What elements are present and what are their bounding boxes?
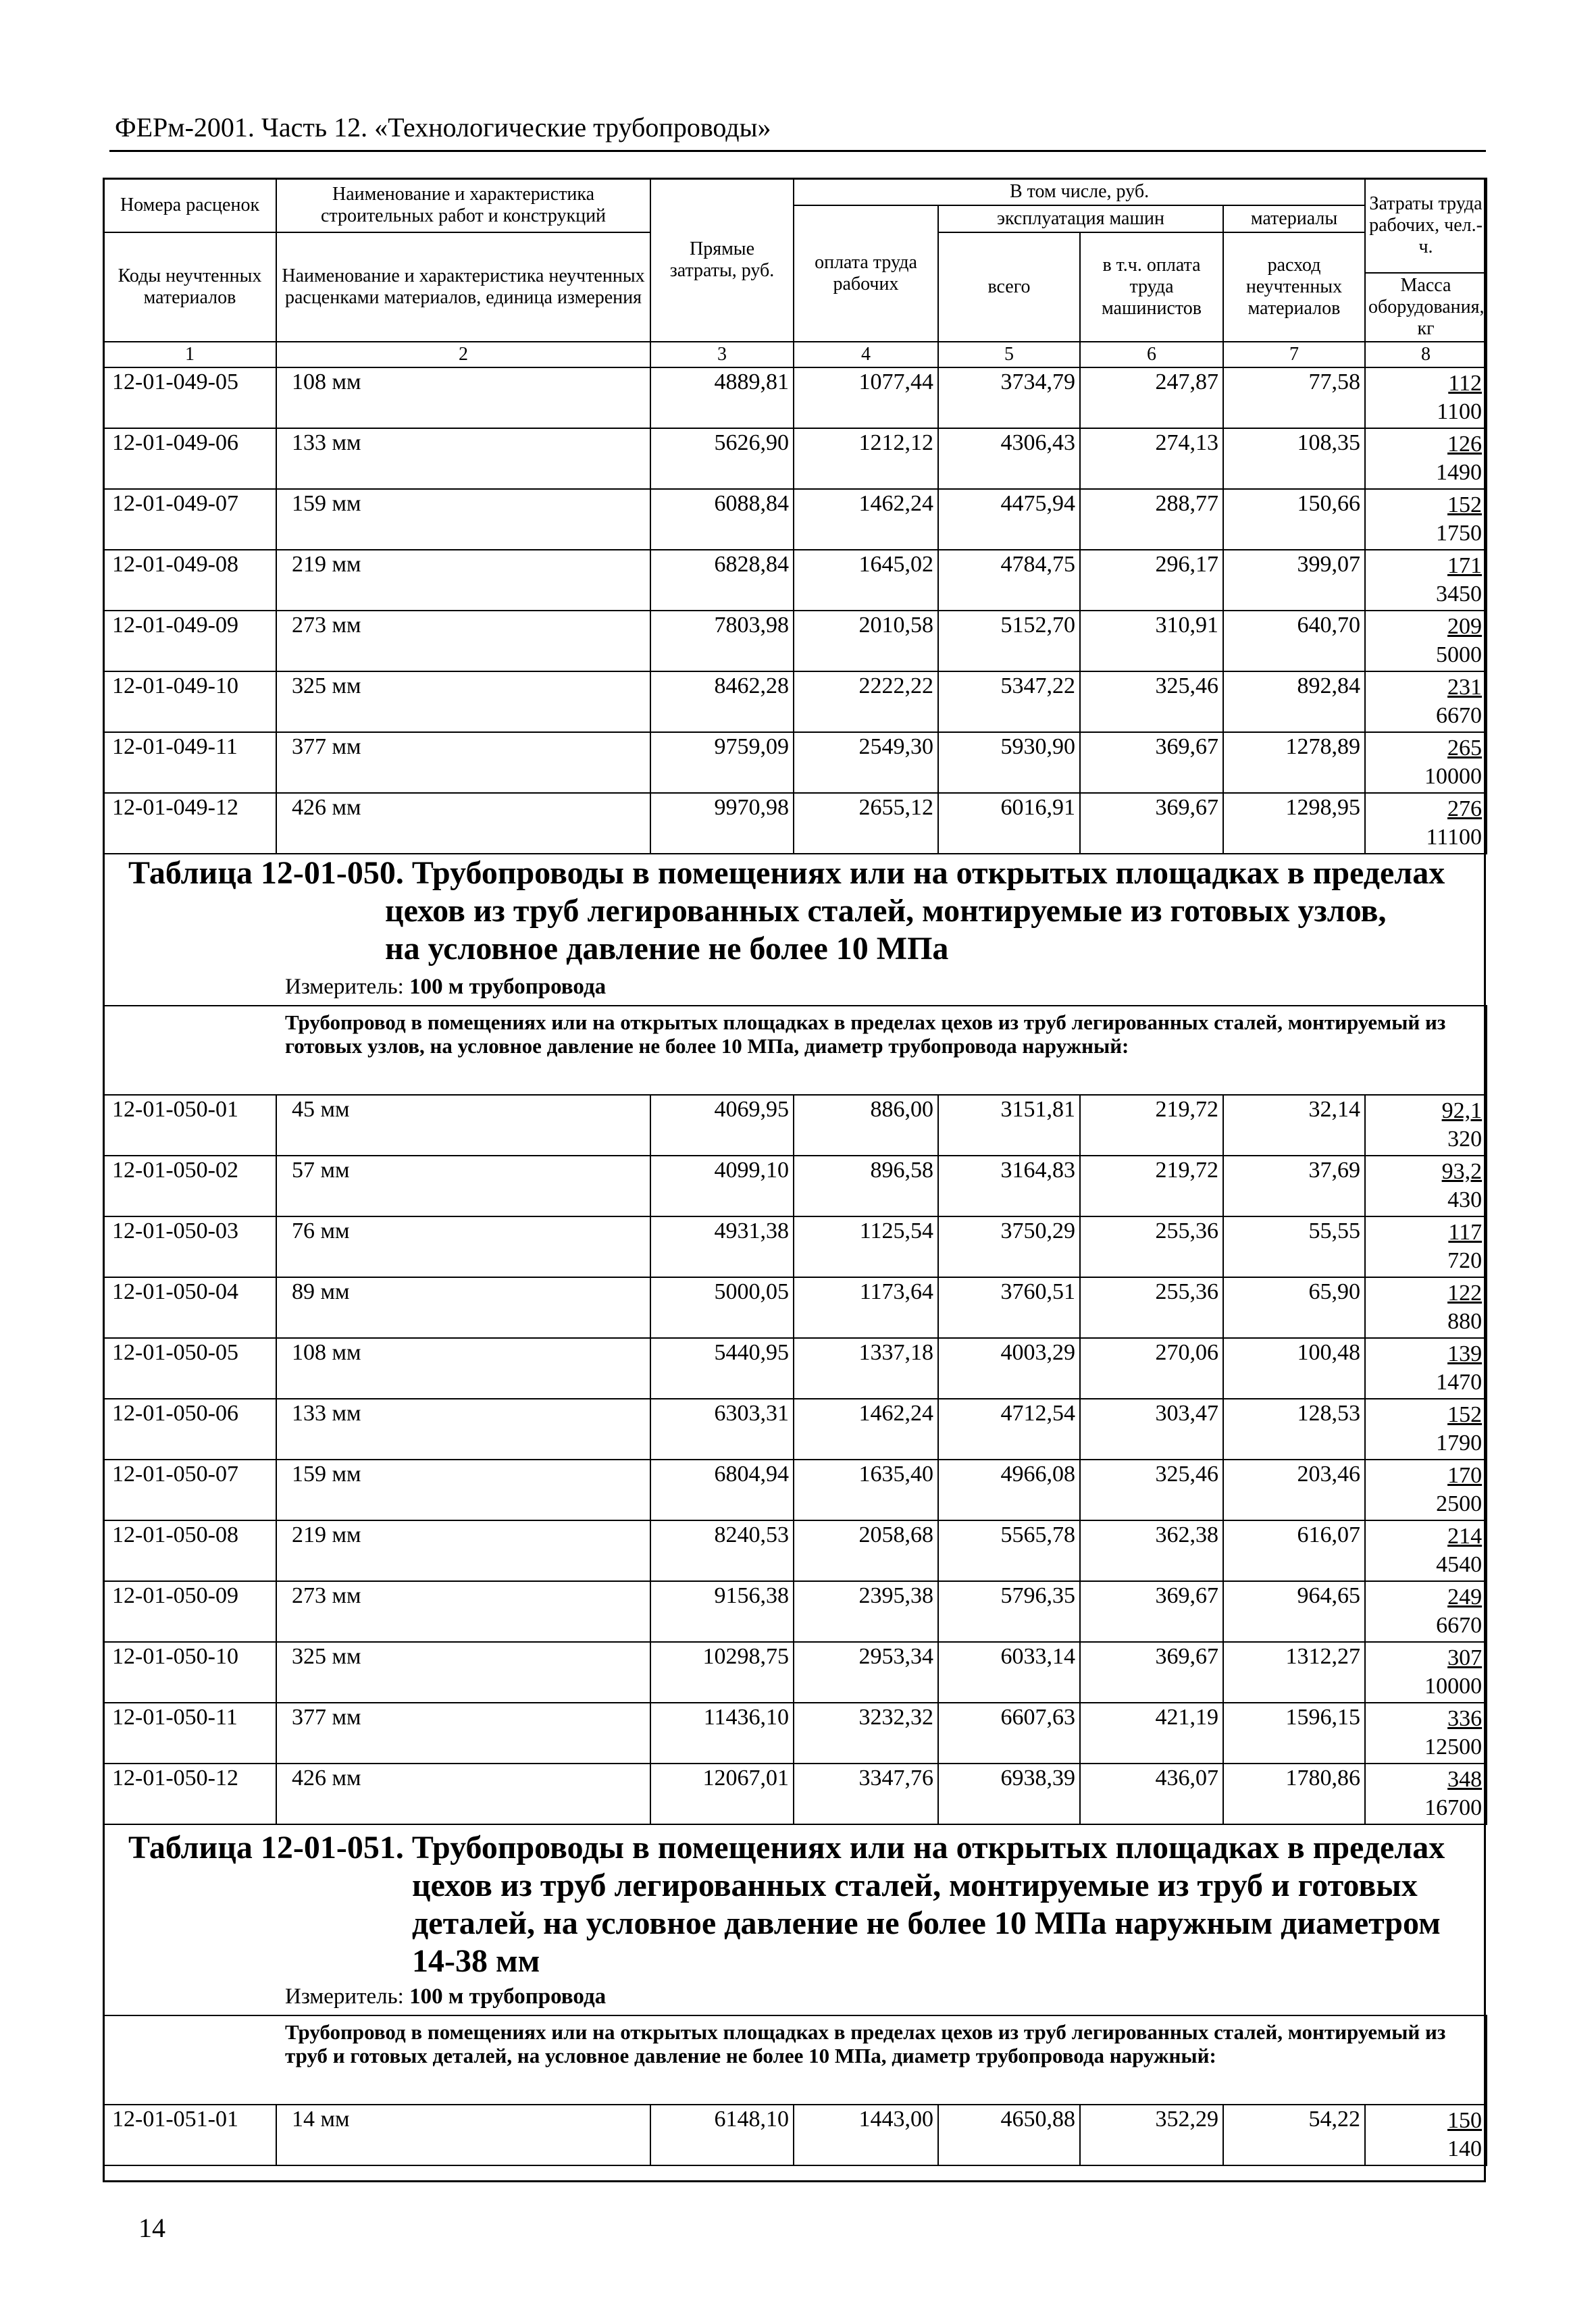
direct-costs: 6148,10 <box>650 2105 794 2165</box>
col-header-materials: материалы <box>1223 205 1365 232</box>
col-number: 4 <box>794 342 938 367</box>
work-name: 219 мм <box>276 1520 650 1581</box>
labor-and-mass <box>1365 1703 1487 1764</box>
labor-and-mass <box>1365 611 1487 671</box>
machines-total: 5152,70 <box>938 611 1080 671</box>
operator-wage: 255,36 <box>1080 1216 1223 1277</box>
equipment-mass: 320 <box>1447 1127 1483 1152</box>
table-row <box>103 550 1487 611</box>
table-051-title-line: деталей, на условное давление не более 10 МПа наружным диаметром <box>412 1905 1441 1941</box>
rates-table-050 <box>103 1005 1487 1825</box>
measure-value: 100 м трубопровода <box>409 1984 607 2009</box>
worker-wage: 2058,68 <box>794 1520 938 1581</box>
rate-code: 12-01-049-09 <box>103 611 276 671</box>
equipment-mass: 10000 <box>1424 1674 1483 1699</box>
work-name: 426 мм <box>276 793 650 854</box>
direct-costs: 5000,05 <box>650 1277 794 1338</box>
direct-costs: 6804,94 <box>650 1460 794 1520</box>
labor-and-mass <box>1365 1216 1487 1277</box>
labor-and-mass <box>1365 1764 1487 1824</box>
col-header-machines: эксплуатация машин <box>938 205 1223 232</box>
equipment-mass: 1750 <box>1436 521 1483 546</box>
labor-and-mass <box>1365 428 1487 489</box>
machines-total: 6938,39 <box>938 1764 1080 1824</box>
materials: 54,22 <box>1223 2105 1365 2165</box>
worker-wage: 1337,18 <box>794 1338 938 1399</box>
rate-code: 12-01-050-10 <box>103 1642 276 1703</box>
labor-cost: 171 <box>1447 553 1483 578</box>
table-051-title <box>128 1829 1445 1980</box>
operator-wage: 362,38 <box>1080 1520 1223 1581</box>
equipment-mass: 16700 <box>1424 1795 1483 1820</box>
equipment-mass: 4540 <box>1436 1552 1483 1577</box>
labor-and-mass <box>1365 550 1487 611</box>
worker-wage: 1443,00 <box>794 2105 938 2165</box>
work-name: 89 мм <box>276 1277 650 1338</box>
labor-cost: 117 <box>1448 1220 1483 1245</box>
rate-code: 12-01-050-11 <box>103 1703 276 1764</box>
table-row <box>103 1520 1487 1581</box>
direct-costs: 5440,95 <box>650 1338 794 1399</box>
measure-value: 100 м трубопровода <box>409 975 607 999</box>
direct-costs: 6088,84 <box>650 489 794 550</box>
operator-wage: 296,17 <box>1080 550 1223 611</box>
table-051-measure <box>285 1984 606 2009</box>
equipment-mass: 720 <box>1447 1248 1483 1273</box>
table-row <box>103 1460 1487 1520</box>
work-name: 377 мм <box>276 1703 650 1764</box>
work-name: 377 мм <box>276 732 650 793</box>
materials: 1312,27 <box>1223 1642 1365 1703</box>
col-header-labor: Затраты труда рабочих, чел.-ч. <box>1365 178 1487 273</box>
labor-and-mass <box>1365 489 1487 550</box>
operator-wage: 352,29 <box>1080 2105 1223 2165</box>
table-row <box>103 1703 1487 1764</box>
rate-code: 12-01-049-12 <box>103 793 276 854</box>
table-row <box>103 671 1487 732</box>
work-name: 76 мм <box>276 1216 650 1277</box>
col-number: 1 <box>103 342 276 367</box>
operator-wage: 436,07 <box>1080 1764 1223 1824</box>
labor-cost: 307 <box>1447 1645 1483 1670</box>
operator-wage: 288,77 <box>1080 489 1223 550</box>
table-row <box>103 489 1487 550</box>
labor-cost: 265 <box>1447 736 1483 761</box>
materials: 1596,15 <box>1223 1703 1365 1764</box>
labor-cost: 93,2 <box>1441 1159 1483 1184</box>
equipment-mass: 12500 <box>1424 1734 1483 1759</box>
col-number: 7 <box>1223 342 1365 367</box>
col-header-material-use: расход неучтенных материалов <box>1223 232 1365 342</box>
rate-code: 12-01-050-07 <box>103 1460 276 1520</box>
col-header-material-names: Наименование и характеристика неучтенных расценками материалов, единица измерения <box>276 232 650 342</box>
section-text: Трубопровод в помещениях или на открытых площадках в пределах цехов из труб легированных сталей, монтируемый из труб и готовых деталей, на условное давление не более 10 МПа, диаметр трубопровода наружный: <box>285 2020 1446 2067</box>
materials: 1298,95 <box>1223 793 1365 854</box>
rates-table-049 <box>103 178 1487 854</box>
materials: 77,58 <box>1223 367 1365 428</box>
labor-cost: 126 <box>1447 432 1483 457</box>
operator-wage: 247,87 <box>1080 367 1223 428</box>
worker-wage: 2953,34 <box>794 1642 938 1703</box>
work-name: 273 мм <box>276 1581 650 1642</box>
rate-code: 12-01-049-06 <box>103 428 276 489</box>
col-header-including: В том числе, руб. <box>794 178 1365 205</box>
equipment-mass: 1470 <box>1436 1370 1483 1395</box>
labor-and-mass <box>1365 1095 1487 1156</box>
equipment-mass: 6670 <box>1436 1613 1483 1638</box>
labor-and-mass <box>1365 1581 1487 1642</box>
table-row <box>103 2105 1487 2165</box>
materials: 203,46 <box>1223 1460 1365 1520</box>
direct-costs: 10298,75 <box>650 1642 794 1703</box>
labor-cost: 150 <box>1447 2108 1482 2133</box>
equipment-mass: 1100 <box>1437 399 1483 424</box>
equipment-mass: 2500 <box>1436 1491 1483 1516</box>
labor-cost: 112 <box>1448 371 1483 396</box>
operator-wage: 369,67 <box>1080 1581 1223 1642</box>
materials: 65,90 <box>1223 1277 1365 1338</box>
work-name: 108 мм <box>276 367 650 428</box>
labor-cost: 170 <box>1447 1463 1483 1488</box>
machines-total: 4712,54 <box>938 1399 1080 1460</box>
operator-wage: 219,72 <box>1080 1156 1223 1216</box>
table-050-title-line: цехов из труб легированных сталей, монтируемые из готовых узлов, <box>385 893 1387 929</box>
materials: 1780,86 <box>1223 1764 1365 1824</box>
rate-code: 12-01-049-07 <box>103 489 276 550</box>
direct-costs: 4069,95 <box>650 1095 794 1156</box>
direct-costs: 6303,31 <box>650 1399 794 1460</box>
worker-wage: 896,58 <box>794 1156 938 1216</box>
labor-and-mass <box>1365 2105 1487 2165</box>
table-row <box>103 793 1487 854</box>
rate-code: 12-01-050-02 <box>103 1156 276 1216</box>
table-050-title <box>128 854 1445 968</box>
equipment-mass: 3450 <box>1436 582 1483 607</box>
operator-wage: 255,36 <box>1080 1277 1223 1338</box>
equipment-mass: 430 <box>1447 1187 1483 1212</box>
work-name: 45 мм <box>276 1095 650 1156</box>
col-number: 8 <box>1365 342 1487 367</box>
materials: 640,70 <box>1223 611 1365 671</box>
work-name: 219 мм <box>276 550 650 611</box>
col-header-operator-wage: в т.ч. оплата труда машинистов <box>1080 232 1223 342</box>
work-name: 159 мм <box>276 489 650 550</box>
machines-total: 5796,35 <box>938 1581 1080 1642</box>
materials: 964,65 <box>1223 1581 1365 1642</box>
work-name: 159 мм <box>276 1460 650 1520</box>
worker-wage: 2655,12 <box>794 793 938 854</box>
operator-wage: 325,46 <box>1080 671 1223 732</box>
table-row <box>103 1642 1487 1703</box>
labor-cost: 249 <box>1447 1585 1483 1610</box>
worker-wage: 3232,32 <box>794 1703 938 1764</box>
worker-wage: 2549,30 <box>794 732 938 793</box>
col-number: 6 <box>1080 342 1223 367</box>
equipment-mass: 1790 <box>1436 1431 1483 1456</box>
rate-code: 12-01-050-06 <box>103 1399 276 1460</box>
labor-cost: 122 <box>1447 1281 1483 1306</box>
worker-wage: 1635,40 <box>794 1460 938 1520</box>
worker-wage: 2010,58 <box>794 611 938 671</box>
table-051-section-heading <box>103 2015 1487 2105</box>
rate-code: 12-01-049-11 <box>103 732 276 793</box>
labor-and-mass <box>1365 1460 1487 1520</box>
operator-wage: 310,91 <box>1080 611 1223 671</box>
direct-costs: 11436,10 <box>650 1703 794 1764</box>
rate-code: 12-01-049-08 <box>103 550 276 611</box>
labor-cost: 214 <box>1447 1524 1483 1549</box>
table-050-title-line: на условное давление не более 10 МПа <box>385 931 949 967</box>
table-row <box>103 1399 1487 1460</box>
table-row <box>103 611 1487 671</box>
worker-wage: 1125,54 <box>794 1216 938 1277</box>
direct-costs: 7803,98 <box>650 611 794 671</box>
materials: 55,55 <box>1223 1216 1365 1277</box>
col-header-machines-total: всего <box>938 232 1080 342</box>
col-header-work-name: Наименование и характеристика строительных работ и конструкций <box>276 178 650 232</box>
machines-total: 3734,79 <box>938 367 1080 428</box>
work-name: 273 мм <box>276 611 650 671</box>
worker-wage: 1462,24 <box>794 1399 938 1460</box>
table-051-title-line: цехов из труб легированных сталей, монтируемые из труб и готовых <box>412 1868 1418 1903</box>
materials: 892,84 <box>1223 671 1365 732</box>
materials: 108,35 <box>1223 428 1365 489</box>
operator-wage: 421,19 <box>1080 1703 1223 1764</box>
table-row <box>103 367 1487 428</box>
materials: 128,53 <box>1223 1399 1365 1460</box>
rate-code: 12-01-050-04 <box>103 1277 276 1338</box>
machines-total: 5565,78 <box>938 1520 1080 1581</box>
materials: 1278,89 <box>1223 732 1365 793</box>
machines-total: 4784,75 <box>938 550 1080 611</box>
operator-wage: 369,67 <box>1080 732 1223 793</box>
labor-cost: 139 <box>1447 1341 1483 1366</box>
page-number: 14 <box>138 2213 165 2243</box>
direct-costs: 8240,53 <box>650 1520 794 1581</box>
table-row <box>103 1156 1487 1216</box>
labor-cost: 231 <box>1447 675 1483 700</box>
running-header: ФЕРм-2001. Часть 12. «Технологические трубопроводы» <box>115 112 771 143</box>
worker-wage: 1645,02 <box>794 550 938 611</box>
direct-costs: 4931,38 <box>650 1216 794 1277</box>
direct-costs: 5626,90 <box>650 428 794 489</box>
direct-costs: 4099,10 <box>650 1156 794 1216</box>
col-number: 5 <box>938 342 1080 367</box>
materials: 100,48 <box>1223 1338 1365 1399</box>
direct-costs: 9156,38 <box>650 1581 794 1642</box>
table-row <box>103 428 1487 489</box>
labor-and-mass <box>1365 367 1487 428</box>
rate-code: 12-01-050-01 <box>103 1095 276 1156</box>
labor-cost: 152 <box>1447 492 1483 517</box>
col-header-direct-costs: Прямые затраты, руб. <box>650 178 794 342</box>
direct-costs: 8462,28 <box>650 671 794 732</box>
table-050-measure <box>285 975 606 1000</box>
col-header-rate-number: Номера расценок <box>103 178 276 232</box>
direct-costs: 9759,09 <box>650 732 794 793</box>
col-number: 3 <box>650 342 794 367</box>
worker-wage: 886,00 <box>794 1095 938 1156</box>
labor-and-mass <box>1365 671 1487 732</box>
equipment-mass: 5000 <box>1436 642 1483 667</box>
labor-and-mass <box>1365 1642 1487 1703</box>
machines-total: 6016,91 <box>938 793 1080 854</box>
col-header-material-codes: Коды неучтенных материалов <box>103 232 276 342</box>
labor-and-mass <box>1365 1338 1487 1399</box>
table-051-title-line: Таблица 12-01-051. Трубопроводы в помещениях или на открытых площадках в пределах <box>128 1830 1445 1866</box>
equipment-mass: 140 <box>1447 2136 1482 2161</box>
operator-wage: 369,67 <box>1080 1642 1223 1703</box>
machines-total: 6033,14 <box>938 1642 1080 1703</box>
labor-and-mass <box>1365 1520 1487 1581</box>
materials: 399,07 <box>1223 550 1365 611</box>
col-header-mass: Масса оборудования, кг <box>1365 273 1487 342</box>
work-name: 57 мм <box>276 1156 650 1216</box>
table-row <box>103 1338 1487 1399</box>
rate-code: 12-01-050-09 <box>103 1581 276 1642</box>
worker-wage: 2395,38 <box>794 1581 938 1642</box>
rates-table-051 <box>103 2015 1487 2166</box>
machines-total: 6607,63 <box>938 1703 1080 1764</box>
rate-code: 12-01-049-05 <box>103 367 276 428</box>
table-row <box>103 732 1487 793</box>
operator-wage: 219,72 <box>1080 1095 1223 1156</box>
machines-total: 3750,29 <box>938 1216 1080 1277</box>
operator-wage: 369,67 <box>1080 793 1223 854</box>
work-name: 426 мм <box>276 1764 650 1824</box>
machines-total: 5347,22 <box>938 671 1080 732</box>
machines-total: 3151,81 <box>938 1095 1080 1156</box>
work-name: 108 мм <box>276 1338 650 1399</box>
section-text: Трубопровод в помещениях или на открытых площадках в пределах цехов из труб легированных сталей, монтируемый из готовых узлов, на условное давление не более 10 МПа, диаметр трубопровода наружный: <box>285 1010 1446 1058</box>
machines-total: 5930,90 <box>938 732 1080 793</box>
table-row <box>103 1581 1487 1642</box>
machines-total: 4306,43 <box>938 428 1080 489</box>
labor-cost: 276 <box>1447 796 1483 821</box>
materials: 150,66 <box>1223 489 1365 550</box>
labor-and-mass <box>1365 732 1487 793</box>
work-name: 325 мм <box>276 1642 650 1703</box>
operator-wage: 274,13 <box>1080 428 1223 489</box>
table-row <box>103 1277 1487 1338</box>
equipment-mass: 880 <box>1447 1309 1483 1334</box>
worker-wage: 2222,22 <box>794 671 938 732</box>
labor-and-mass <box>1365 1277 1487 1338</box>
rate-code: 12-01-051-01 <box>103 2105 276 2165</box>
operator-wage: 270,06 <box>1080 1338 1223 1399</box>
equipment-mass: 11100 <box>1426 825 1483 850</box>
measure-label: Измеритель: <box>285 1984 404 2009</box>
labor-cost: 152 <box>1447 1402 1483 1427</box>
direct-costs: 12067,01 <box>650 1764 794 1824</box>
operator-wage: 303,47 <box>1080 1399 1223 1460</box>
machines-total: 4966,08 <box>938 1460 1080 1520</box>
table-row <box>103 1095 1487 1156</box>
materials: 32,14 <box>1223 1095 1365 1156</box>
equipment-mass: 10000 <box>1424 764 1483 789</box>
machines-total: 3760,51 <box>938 1277 1080 1338</box>
machines-total: 4475,94 <box>938 489 1080 550</box>
table-row <box>103 1216 1487 1277</box>
equipment-mass: 6670 <box>1436 703 1483 728</box>
table-050-title-line: Таблица 12-01-050. Трубопроводы в помещениях или на открытых площадках в пределах <box>128 855 1445 891</box>
rate-code: 12-01-050-05 <box>103 1338 276 1399</box>
rate-code: 12-01-049-10 <box>103 671 276 732</box>
work-name: 14 мм <box>276 2105 650 2165</box>
direct-costs: 9970,98 <box>650 793 794 854</box>
direct-costs: 4889,81 <box>650 367 794 428</box>
labor-and-mass <box>1365 1156 1487 1216</box>
rate-code: 12-01-050-03 <box>103 1216 276 1277</box>
table-row <box>103 1764 1487 1824</box>
labor-and-mass <box>1365 793 1487 854</box>
rate-code: 12-01-050-12 <box>103 1764 276 1824</box>
work-name: 325 мм <box>276 671 650 732</box>
machines-total: 4003,29 <box>938 1338 1080 1399</box>
machines-total: 3164,83 <box>938 1156 1080 1216</box>
labor-and-mass <box>1365 1399 1487 1460</box>
materials: 616,07 <box>1223 1520 1365 1581</box>
labor-cost: 348 <box>1447 1767 1483 1792</box>
work-name: 133 мм <box>276 428 650 489</box>
work-name: 133 мм <box>276 1399 650 1460</box>
labor-cost: 336 <box>1447 1706 1483 1731</box>
operator-wage: 325,46 <box>1080 1460 1223 1520</box>
col-number: 2 <box>276 342 650 367</box>
worker-wage: 1077,44 <box>794 367 938 428</box>
col-header-wage: оплата труда рабочих <box>794 205 938 342</box>
materials: 37,69 <box>1223 1156 1365 1216</box>
machines-total: 4650,88 <box>938 2105 1080 2165</box>
worker-wage: 1173,64 <box>794 1277 938 1338</box>
equipment-mass: 1490 <box>1436 460 1483 485</box>
table-051-title-line: 14-38 мм <box>412 1943 540 1979</box>
direct-costs: 6828,84 <box>650 550 794 611</box>
measure-label: Измеритель: <box>285 975 404 999</box>
labor-cost: 209 <box>1447 614 1483 639</box>
worker-wage: 1462,24 <box>794 489 938 550</box>
worker-wage: 1212,12 <box>794 428 938 489</box>
labor-cost: 92,1 <box>1441 1098 1483 1123</box>
table-050-section-heading <box>103 1006 1487 1095</box>
rate-code: 12-01-050-08 <box>103 1520 276 1581</box>
worker-wage: 3347,76 <box>794 1764 938 1824</box>
header-rule <box>109 150 1486 152</box>
